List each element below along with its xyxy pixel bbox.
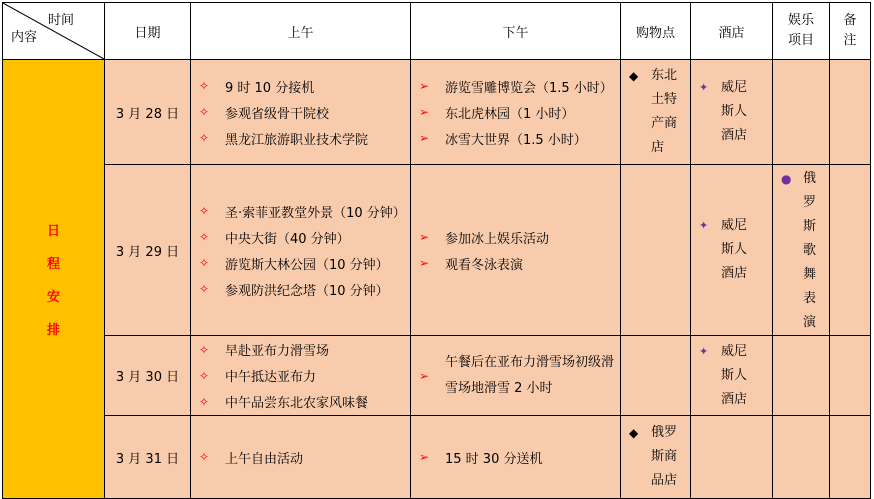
hotel-text: 威尼斯人酒店 <box>721 80 748 143</box>
hotel-cell <box>691 416 773 499</box>
arrow-icon: ➢ <box>419 131 430 145</box>
date-cell: 3 月 28 日 <box>105 60 191 165</box>
item-text: 中午抵达亚布力 <box>225 370 317 385</box>
entertainment-cell <box>773 165 830 336</box>
list-item <box>199 250 410 276</box>
list-item <box>419 250 620 276</box>
day-row <box>3 165 871 336</box>
day-row <box>3 336 871 416</box>
entertainment-header-label: 娱乐项目 <box>787 13 814 48</box>
shopping-cell <box>621 165 691 336</box>
diamond-star-icon: ✧ <box>199 105 210 119</box>
entertainment-cell <box>773 336 830 416</box>
bullet-icon: ● <box>781 172 792 186</box>
afternoon-cell <box>411 165 621 336</box>
item-text: 中央大街（40 分钟） <box>225 231 350 247</box>
entertainment-header <box>773 3 830 60</box>
day-row <box>3 60 871 165</box>
star-icon: ✦ <box>699 344 709 358</box>
list-item <box>419 99 620 125</box>
diamond-star-icon: ✧ <box>199 368 210 383</box>
hotel-cell <box>691 336 773 416</box>
entertainment-cell <box>773 60 830 165</box>
diamond-star-icon: ✧ <box>199 394 210 409</box>
morning-cell <box>191 416 411 499</box>
diamond-star-icon: ✧ <box>199 256 210 270</box>
item-text: 中午品尝东北农家风味餐 <box>225 396 369 411</box>
schedule-side-label <box>3 60 105 499</box>
list-item <box>199 73 410 99</box>
list-item <box>199 337 410 363</box>
header-row <box>3 3 871 60</box>
hotel-header: 酒店 <box>691 3 773 60</box>
item-text: 游览斯大林公园（10 分钟） <box>225 257 389 273</box>
hotel-text: 威尼斯人酒店 <box>721 343 748 407</box>
item-text: 15 时 30 分送机 <box>445 451 543 467</box>
shop-text: 俄罗斯商品店 <box>651 425 678 488</box>
side-char: 安 <box>46 290 60 305</box>
side-char: 程 <box>46 257 60 272</box>
notes-cell <box>830 165 871 336</box>
item-text: 上午自由活动 <box>225 451 304 467</box>
notes-header-label: 备注 <box>843 13 857 48</box>
item-text: 黑龙江旅游职业技术学院 <box>225 132 369 148</box>
afternoon-header: 下午 <box>411 3 621 60</box>
diamond-star-icon: ✧ <box>199 131 210 145</box>
list-item <box>199 198 410 224</box>
morning-cell <box>191 336 411 416</box>
diamond-star-icon: ✧ <box>199 204 210 218</box>
diamond-star-icon: ✧ <box>199 450 210 464</box>
notes-cell <box>830 336 871 416</box>
corner-time-label: 时间 <box>47 13 74 28</box>
list-item <box>419 73 620 99</box>
diamond-star-icon: ✧ <box>199 342 210 357</box>
morning-cell <box>191 165 411 336</box>
item-text: 午餐后在亚布力滑雪场初级滑雪场地滑雪 2 小时 <box>445 354 615 396</box>
item-text: 9 时 10 分接机 <box>225 80 315 96</box>
afternoon-cell <box>411 336 621 416</box>
list-item <box>411 350 620 402</box>
hotel-cell <box>691 165 773 336</box>
star-icon: ✦ <box>699 81 709 94</box>
corner-header-cell <box>3 3 105 60</box>
notes-header <box>830 3 871 60</box>
list-item <box>419 444 620 470</box>
list-item <box>199 224 410 250</box>
arrow-icon: ➢ <box>419 230 430 244</box>
list-item <box>199 389 410 415</box>
arrow-icon: ➢ <box>419 450 430 464</box>
schedule-table <box>2 2 871 499</box>
list-item <box>419 224 620 250</box>
shopping-cell <box>621 416 691 499</box>
hotel-cell <box>691 60 773 165</box>
diamond-icon: ◆ <box>629 69 639 83</box>
item-text: 参观省级骨干院校 <box>225 106 330 122</box>
entertainment-cell <box>773 416 830 499</box>
side-char: 日 <box>46 224 60 239</box>
item-text: 冰雪大世界（1.5 小时） <box>445 132 587 148</box>
arrow-icon: ➢ <box>419 105 430 119</box>
hotel-text: 威尼斯人酒店 <box>721 218 748 281</box>
item-text: 圣·索菲亚教堂外景（10 分钟） <box>225 205 406 221</box>
date-cell: 3 月 31 日 <box>105 416 191 499</box>
list-item <box>199 99 410 125</box>
diamond-icon: ◆ <box>629 426 639 440</box>
shopping-cell <box>621 60 691 165</box>
corner-content-label: 内容 <box>11 30 38 45</box>
diamond-star-icon: ✧ <box>199 79 210 93</box>
list-item <box>199 444 410 470</box>
shop-text: 东北土特产商店 <box>651 68 678 155</box>
morning-cell <box>191 60 411 165</box>
notes-cell <box>830 416 871 499</box>
date-cell: 3 月 29 日 <box>105 165 191 336</box>
list-item <box>199 276 410 302</box>
shopping-header: 购物点 <box>621 3 691 60</box>
diamond-star-icon: ✧ <box>199 230 210 244</box>
date-cell: 3 月 30 日 <box>105 336 191 416</box>
morning-header: 上午 <box>191 3 411 60</box>
item-text: 参观防洪纪念塔（10 分钟） <box>225 283 389 299</box>
day-row <box>3 416 871 499</box>
item-text: 观看冬泳表演 <box>445 257 524 273</box>
afternoon-cell <box>411 60 621 165</box>
item-text: 东北虎林园（1 小时） <box>445 106 575 122</box>
arrow-icon: ➢ <box>419 256 430 270</box>
list-item <box>199 125 410 151</box>
star-icon: ✦ <box>699 219 709 232</box>
entertainment-text: 俄罗斯歌舞表演 <box>803 171 817 330</box>
arrow-icon: ➢ <box>419 79 430 93</box>
item-text: 早赴亚布力滑雪场 <box>225 344 330 359</box>
list-item <box>419 125 620 151</box>
side-char: 排 <box>46 323 60 338</box>
diamond-star-icon: ✧ <box>199 282 210 296</box>
item-text: 参加冰上娱乐活动 <box>445 231 550 247</box>
notes-cell <box>830 60 871 165</box>
list-item <box>199 363 410 389</box>
afternoon-cell <box>411 416 621 499</box>
date-header: 日期 <box>105 3 191 60</box>
arrow-icon: ➢ <box>419 368 430 383</box>
shopping-cell <box>621 336 691 416</box>
item-text: 游览雪雕博览会（1.5 小时） <box>445 80 613 96</box>
